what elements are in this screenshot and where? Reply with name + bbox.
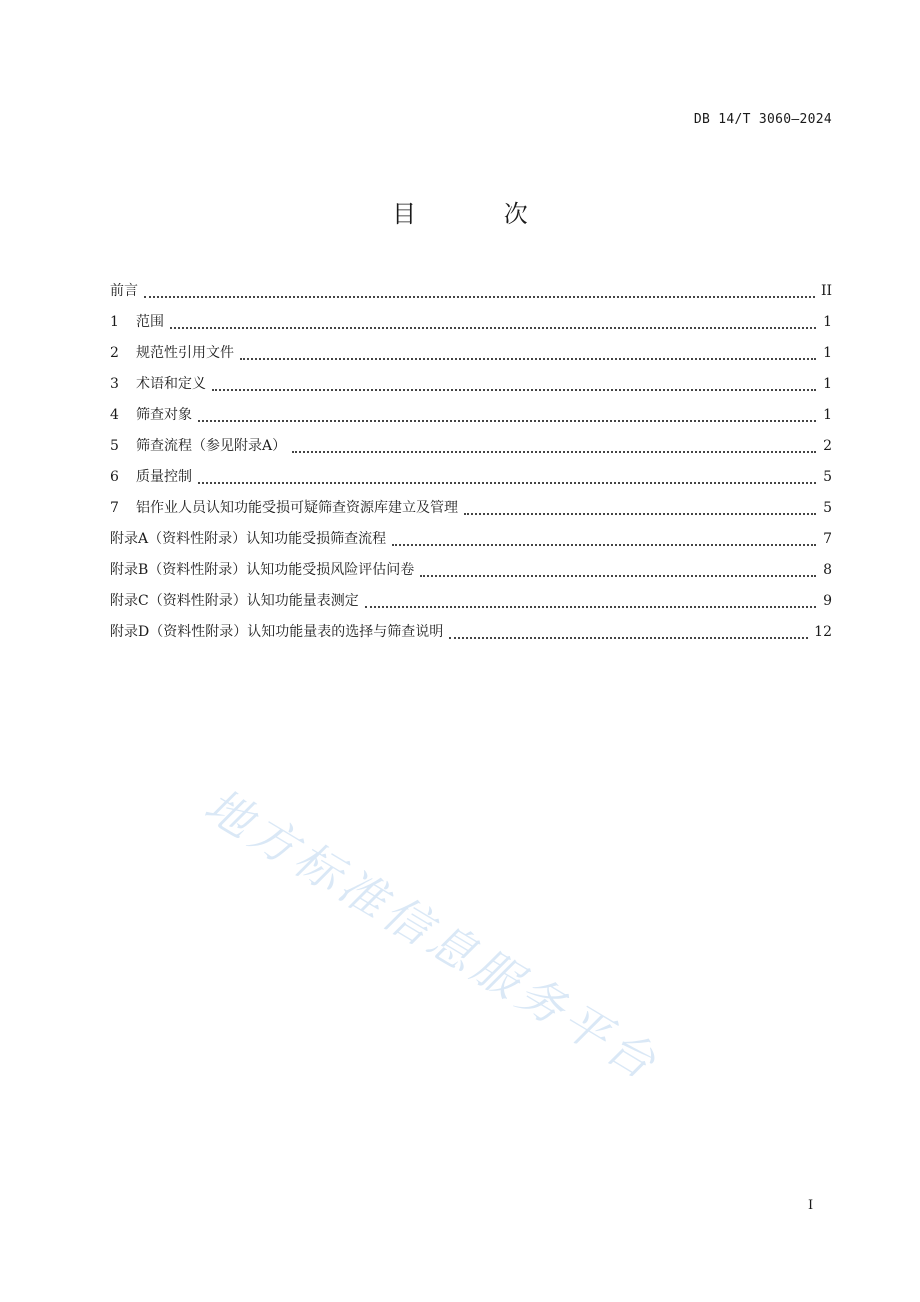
toc-dot-leader bbox=[170, 326, 816, 329]
document-code: DB 14/T 3060—2024 bbox=[693, 112, 832, 127]
toc-entry-label: 铝作业人员认知功能受损可疑筛查资源库建立及管理 bbox=[136, 500, 458, 516]
toc-dot-leader bbox=[198, 481, 816, 484]
toc-dot-leader bbox=[420, 574, 816, 577]
toc-dot-leader bbox=[464, 512, 816, 515]
toc-entry-page: 8 bbox=[823, 562, 832, 578]
toc-entry-page: 1 bbox=[823, 376, 832, 392]
toc-dot-leader bbox=[392, 543, 816, 546]
page-title: 目 次 bbox=[392, 200, 568, 228]
toc-entry-label: 规范性引用文件 bbox=[136, 345, 234, 361]
watermark: 地方标准信息服务平台 bbox=[195, 777, 670, 1092]
toc-entry-label: 前言 bbox=[110, 283, 138, 299]
toc-dot-leader bbox=[198, 419, 816, 422]
toc-entry[interactable] bbox=[110, 495, 832, 526]
toc-entry-number: 7 bbox=[110, 500, 119, 516]
toc-entry-page: 1 bbox=[823, 407, 832, 423]
toc-entry-label: 附录B（资料性附录）认知功能受损风险评估问卷 bbox=[110, 562, 415, 578]
page-number: I bbox=[808, 1198, 814, 1213]
toc-entry-label: 范围 bbox=[136, 314, 164, 330]
toc-entry[interactable] bbox=[110, 557, 832, 588]
toc-entry-label: 术语和定义 bbox=[136, 376, 206, 392]
toc-entry-page: 5 bbox=[823, 469, 832, 485]
toc-entry-label: 筛查流程（参见附录A） bbox=[136, 438, 287, 454]
toc-dot-leader bbox=[449, 636, 808, 639]
toc-entry-page: 5 bbox=[823, 500, 832, 516]
toc-entry-page: 2 bbox=[823, 438, 832, 454]
toc-dot-leader bbox=[240, 357, 816, 360]
toc-entry[interactable] bbox=[110, 619, 832, 650]
toc-entry-page: II bbox=[820, 283, 832, 299]
toc-entry-label: 筛查对象 bbox=[136, 407, 192, 423]
toc-entry[interactable] bbox=[110, 588, 832, 619]
toc-entry-page: 1 bbox=[823, 345, 832, 361]
toc-entry-label: 附录D（资料性附录）认知功能量表的选择与筛查说明 bbox=[110, 624, 444, 640]
toc-entry[interactable] bbox=[110, 371, 832, 402]
toc-entry-label: 附录C（资料性附录）认知功能量表测定 bbox=[110, 593, 359, 609]
toc-entry-number: 2 bbox=[110, 345, 119, 361]
toc-dot-leader bbox=[212, 388, 816, 391]
toc-entry-label: 附录A（资料性附录）认知功能受损筛查流程 bbox=[110, 531, 387, 547]
toc-entry-page: 7 bbox=[823, 531, 832, 547]
toc-dot-leader bbox=[144, 295, 815, 298]
toc-entry-number: 6 bbox=[110, 469, 119, 485]
toc-entry-number: 5 bbox=[110, 438, 119, 454]
toc-entry[interactable] bbox=[110, 464, 832, 495]
toc-entry[interactable] bbox=[110, 433, 832, 464]
toc-entry-page: 1 bbox=[823, 314, 832, 330]
toc-entry[interactable] bbox=[110, 278, 832, 309]
toc-entry[interactable] bbox=[110, 309, 832, 340]
table-of-contents bbox=[110, 278, 832, 650]
toc-entry-page: 12 bbox=[814, 624, 832, 640]
toc-entry-number: 3 bbox=[110, 376, 119, 392]
toc-entry[interactable] bbox=[110, 340, 832, 371]
toc-entry[interactable] bbox=[110, 526, 832, 557]
toc-entry-number: 4 bbox=[110, 407, 119, 423]
toc-entry-label: 质量控制 bbox=[136, 469, 192, 485]
toc-entry-page: 9 bbox=[823, 593, 832, 609]
toc-entry[interactable] bbox=[110, 402, 832, 433]
toc-dot-leader bbox=[365, 605, 816, 608]
toc-entry-number: 1 bbox=[110, 314, 119, 330]
toc-dot-leader bbox=[292, 450, 816, 453]
